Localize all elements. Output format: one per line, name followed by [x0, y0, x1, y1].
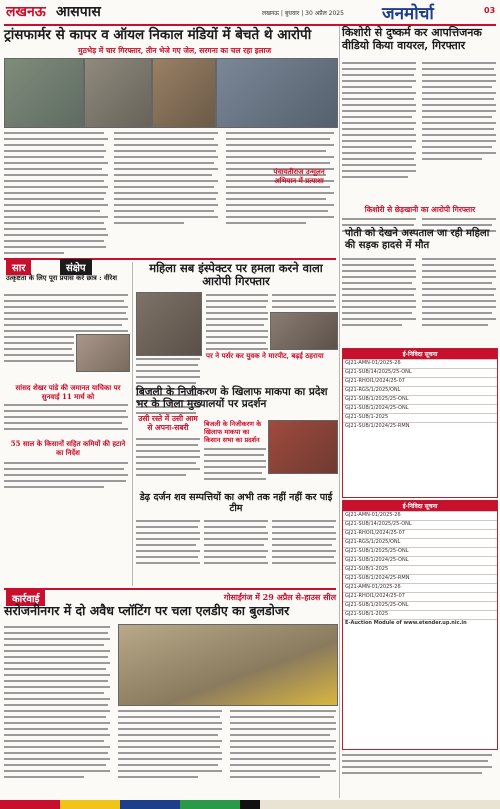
- tender-row: GJ21-SUB/1/2024/25-RMN: [343, 422, 497, 431]
- road-accident-text: [342, 256, 496, 346]
- students-text: [136, 518, 336, 588]
- tender-row: GJ21-AMN-01/2025-26: [343, 511, 497, 520]
- protest-text: [204, 446, 336, 486]
- tender-row: GJ21-SUB/1/2025/25-ONL: [343, 395, 497, 404]
- students-headline: डेढ़ दर्जन शव सम्पत्तियों का अभी तक नहीं नहीं कर पाई टीम: [139, 492, 333, 514]
- exam-subhead: सांसद शेखर पांडे की जमानत याचिका पर सुनवाई 11 मार्च को: [15, 383, 121, 401]
- tender-row: GJ21-RHOI1/2024/25-07: [343, 592, 497, 601]
- tender-row: GJ21-SUB/1-2025: [343, 610, 497, 619]
- tender-row: GJ21-RHOI1/2024/25-07: [343, 377, 497, 386]
- section-label-sankshep: संक्षेप: [60, 259, 92, 275]
- column-divider: [132, 262, 133, 586]
- bulldozer-headline: सरोजनीनगर में दो अवैध प्लॉटिंग पर चला एलडीए का बुलडोजर: [4, 603, 290, 618]
- bulldozer-text-left: [4, 624, 114, 794]
- tender-row: GJ21-SUB/14/2025/25-ONL: [343, 520, 497, 529]
- bottom-right-headline: गोसाईंगंज में 29 अप्रैल से-हाउस सील: [223, 592, 336, 602]
- police-team-photo: [216, 58, 338, 128]
- masthead-city: लखनऊ: [6, 4, 46, 20]
- column-text-left-main: [4, 130, 336, 258]
- main-headline: ट्रांसफार्मर से कापर व ऑयल निकाल मंडियों में बेचते थे आरोपी: [4, 27, 312, 43]
- accused-photo-1: [4, 58, 84, 128]
- attack-photo: [270, 312, 338, 350]
- section-label-karyavahi: कार्रवाई: [6, 590, 45, 606]
- tender-row: GJ21-RGS/1/2025/ONL: [343, 538, 497, 547]
- e-tender-subhead: ई-निविदा सूचना: [343, 501, 497, 511]
- tender-row: GJ21-AMN-01/2025-26: [343, 583, 497, 592]
- road-accident-headline: पोती को देखने अस्पताल जा रही महिला की सड़क हादसे में मौत: [345, 228, 490, 251]
- tender-row: GJ21-SUB/1/2024/25-ONL: [343, 556, 497, 565]
- asha-subhead: उसी रस्ते में उसी आम से अपना-सबरी: [138, 414, 198, 432]
- tender-row: GJ21-SUB/1/2024/25-RMN: [343, 574, 497, 583]
- tender-row: GJ21-RHOI1/2024/25-07: [343, 529, 497, 538]
- right-top-headline: किशोरी से दुष्कर्म कर आपत्तिजनक वीडियो किया वायरल, गिरफ्तार: [342, 26, 482, 52]
- tender-footer: E-Auction Module of www.etender.up.nic.in: [343, 619, 497, 628]
- tender-row: GJ21-SUB/1-2025: [343, 565, 497, 574]
- tender-row: GJ21-SUB/1/2024/25-ONL: [343, 404, 497, 413]
- protest-headline: बिजली के निजीकरण के खिलाफ माकपा का प्रदेश भर के जिला मुख्यालयों पर प्रदर्शन: [136, 386, 328, 410]
- tender-row: GJ21-SUB/14/2025/25-ONL: [343, 368, 497, 377]
- column-divider: [339, 26, 340, 798]
- reporter-photo: [76, 334, 130, 372]
- tender-row: GJ21-AMN-01/2025-26: [343, 359, 497, 368]
- asha-text: [136, 436, 200, 486]
- masthead-section: आसपास: [56, 4, 101, 20]
- female-inspector-headline: महिला सब इंस्पेक्टर पर हमला करने वाला आरोपी गिरफ्तार: [149, 261, 323, 288]
- main-subheadline: मुठभेड़ में चार गिरफ्तार, तीन भेजे गए जेल, सरगना का चल रहा इलाज: [78, 46, 272, 55]
- tender-row: GJ21-SUB/1/2025/25-ONL: [343, 601, 497, 610]
- date-line: लखनऊ | बुधवार | 30 अप्रैल 2025: [262, 10, 344, 17]
- brand-logo: जनमोर्चा: [382, 4, 434, 24]
- divider-karyavahi: [4, 588, 336, 590]
- panchayat-subhead: पंचायतीराज उन्मूलन अभियान में प्रत्याशा: [273, 167, 325, 185]
- fifty-five-text: [4, 460, 128, 500]
- kisan-subhead: बिजली के निजीकरण के खिलाफ माकपा का किसान सभा का प्रदर्शन: [204, 420, 262, 444]
- exam-text: [4, 402, 128, 442]
- bulldozer-text-right: [118, 708, 336, 794]
- e-tender-title: ई-निविदा सूचना: [343, 349, 497, 359]
- column-text-right-top: [342, 60, 496, 200]
- tender-row: GJ21-RGS/1/2025/ONL: [343, 386, 497, 395]
- sp-attack-headline: पर ने पर्सर कर युवक ने मारपीट, बढ़ई ठहराया: [206, 351, 324, 360]
- divider-saar: [4, 258, 336, 260]
- column-text-right-bottom: [342, 752, 496, 794]
- seized-items-photo: [152, 58, 216, 128]
- section-label-saar: सार: [6, 259, 31, 275]
- accused-photo-2: [84, 58, 152, 128]
- page-number: 03: [484, 6, 496, 15]
- footer-color-bar: [0, 800, 500, 809]
- inspector-photo: [136, 292, 202, 356]
- shasan-headline: उत्कृष्टता के लिए पूरा प्रयास करें छात्र : वीरेश: [6, 274, 117, 282]
- tender-row: GJ21-SUB/1-2025: [343, 413, 497, 422]
- masthead: [0, 0, 500, 24]
- e-tender-notice-2: [342, 500, 498, 750]
- kishor-subhead: किशोरी से छेड़खानी का आरोपी गिरफ्तार: [364, 205, 476, 214]
- e-tender-notice: [342, 348, 498, 498]
- bulldozer-photo: [118, 624, 338, 706]
- fifty-five-subhead: 55 साल के किसानों सहित कमियों की हटाने का निर्देश: [10, 439, 126, 457]
- tender-row: GJ21-SUB/1/2025/25-ONL: [343, 547, 497, 556]
